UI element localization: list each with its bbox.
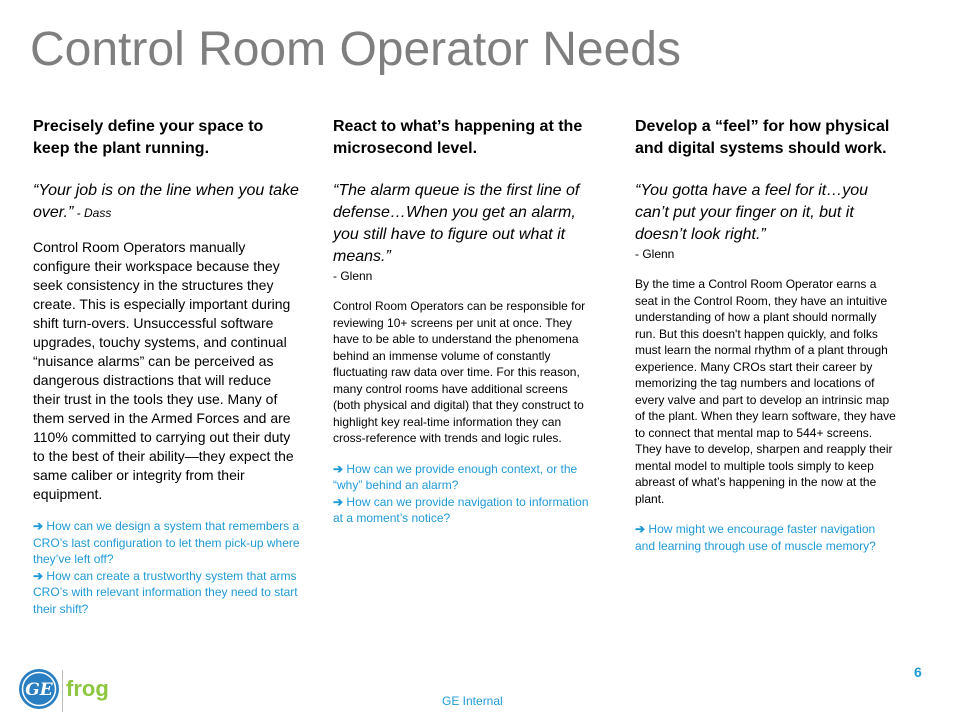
ge-logo [18, 668, 60, 710]
arrow-right-icon: ➔ [635, 522, 646, 536]
column-quote [33, 180, 301, 224]
column-body: Control Room Operators can be responsible for reviewing 10+ screens per unit at once. They have to be able to understand the phenomena behind an immense volume of constantly fluctuating raw data over time. For this reason, many control rooms have additional screens (both physical and digital) that they construct to highlight key real-time information they can cross-reference with trends and logic rules. [333, 299, 586, 445]
column-body: Control Room Operators manually configure their workspace because they seek consistency in the structures they create. This is especially important during shift turn-overs. Unsuccessful software upgrades, touchy systems, and continual “nuisance alarms” can be perceived as dangerous distractions that will reduce their trust in the tools they use. Many of them served in the Armed Forces and are 110% committed to carrying out their duty to the best of their ability—they expect the same caliber or integrity from their equipment. [33, 239, 294, 502]
slide-title: Control Room Operator Needs [30, 23, 681, 76]
column-react [333, 116, 595, 527]
ge-logo-text: GE [25, 680, 53, 700]
question-text: How can we provide enough context, or the “why” behind an alarm? [333, 461, 578, 492]
question-text: How can we provide navigation to information at a moment’s notice? [333, 494, 589, 525]
question-list [635, 521, 897, 554]
column-heading: Precisely define your space to keep the plant running. [33, 118, 264, 157]
frog-logo: frog [66, 676, 109, 701]
quote-attribution: - Dass [73, 206, 112, 220]
arrow-right-icon: ➔ [33, 568, 44, 583]
quote-attribution: - Glenn [333, 269, 373, 283]
question-item [333, 461, 595, 494]
question-text: How might we encourage faster navigation and learning through use of muscle memory? [635, 522, 876, 553]
question-item [33, 518, 301, 568]
column-feel [635, 116, 897, 554]
column-quote: “You gotta have a feel for it…you can’t put your finger on it, but it doesn’t look right.” [635, 182, 869, 243]
quote-text: “Your job is on the line when you take over.” [33, 182, 299, 221]
question-text: How can create a trustworthy system that arms CRO’s with relevant information they need to start their shift? [33, 568, 298, 616]
question-item [33, 568, 301, 618]
column-quote: “The alarm queue is the first line of defense…When you get an alarm, you still have to figure out what it means.” [333, 182, 580, 265]
column-body: By the time a Control Room Operator earns a seat in the Control Room, they have an intuitive understanding of how a plant should normally run. But this doesn't happen quickly, and folks must learn the normal rhythm of a plant through experience. Many CROs start their career by memorizing the tag numbers and locations of every valve and part to develop an intrinsic map of the plant. When they learn software, they have to connect that mental map to 544+ screens. They have to develop, sharpen and reapply their mental model to multiple tools simply to keep abreast of what’s happening in the now at the plant. [635, 277, 896, 506]
page-number: 6 [914, 664, 922, 680]
quote-attribution: - Glenn [635, 247, 675, 261]
question-item [333, 494, 595, 527]
arrow-right-icon: ➔ [333, 461, 344, 476]
arrow-right-icon: ➔ [33, 519, 44, 533]
column-space [33, 116, 301, 617]
footer-classification: GE Internal [442, 694, 503, 708]
arrow-right-icon: ➔ [333, 494, 344, 509]
question-list [33, 518, 301, 617]
question-item [635, 521, 897, 554]
logo-divider [62, 670, 63, 712]
column-heading: React to what’s happening at the microsecond level. [333, 118, 583, 157]
question-text: How can we design a system that remembers a CRO’s last configuration to let them pick-up where they’ve left off? [33, 519, 300, 566]
question-list [333, 461, 595, 527]
column-heading: Develop a “feel” for how physical and digital systems should work. [635, 118, 890, 157]
